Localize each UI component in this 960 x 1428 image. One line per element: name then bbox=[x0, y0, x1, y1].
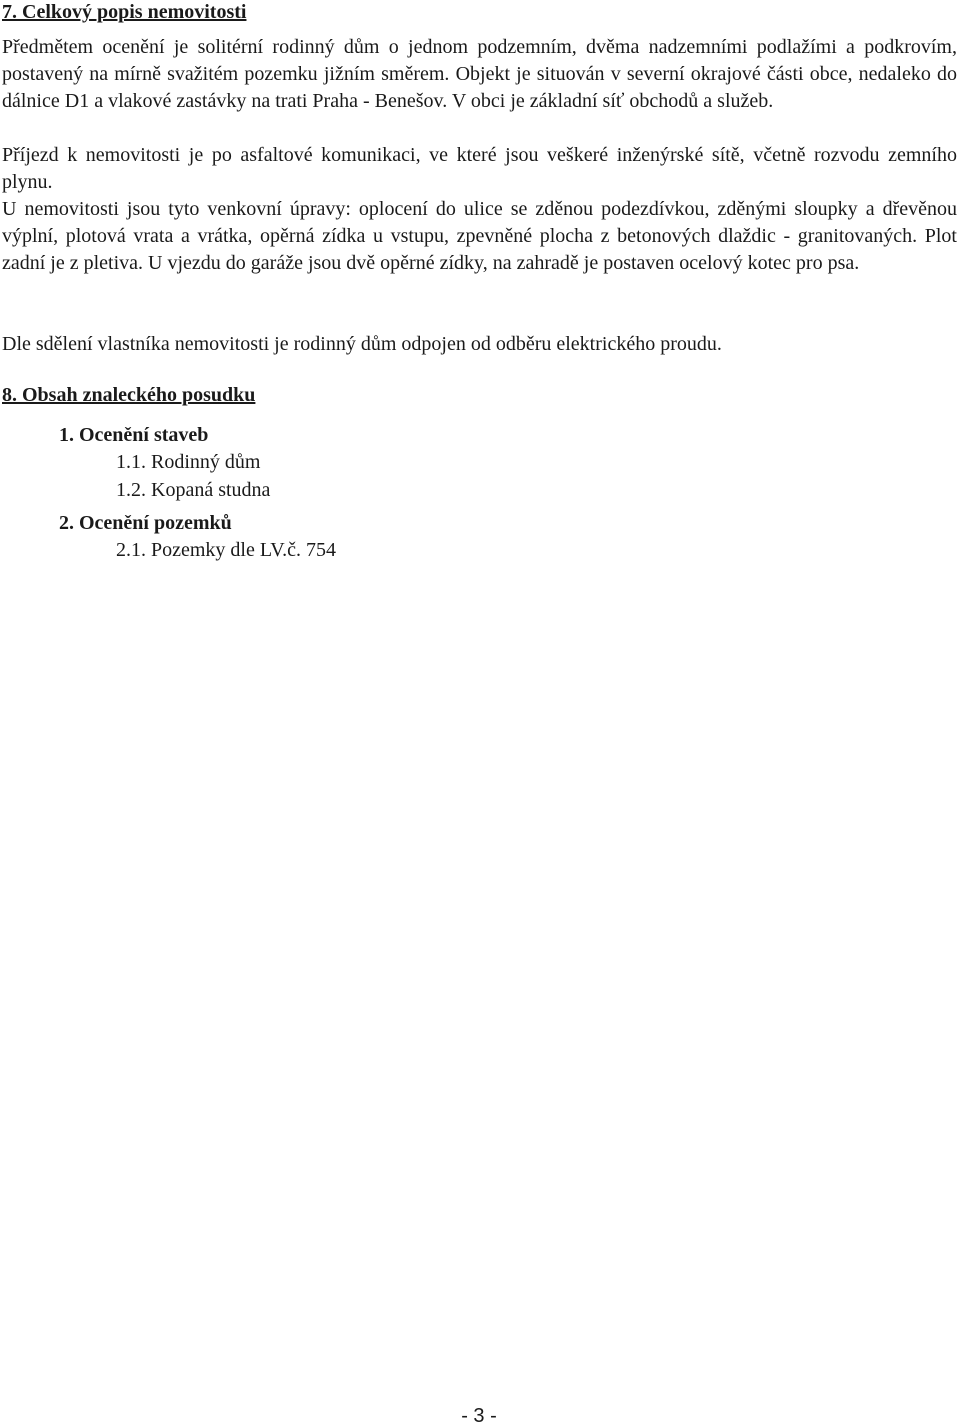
contents-item-well: 1.2. Kopaná studna bbox=[116, 479, 271, 501]
contents-item-land: 2. Ocenění pozemků bbox=[59, 512, 232, 534]
contents-item-family-house: 1.1. Rodinný dům bbox=[116, 451, 261, 473]
section-7-heading: 7. Celkový popis nemovitosti bbox=[2, 1, 247, 23]
paragraph-property-description: Předmětem ocenění je solitérní rodinný dům o jednom podzemním, dvěma nadzemními podlažími a podkrovím, postavený na mírně svažitém pozemku jižním směrem. Objekt je situován v severní okrajové části obce, nedaleko do dálnice D1 a vlakové zastávky na trati Praha - Benešov. V obci je základní síť obchodů a služeb. bbox=[2, 36, 957, 112]
paragraph-electricity: Dle sdělení vlastníka nemovitosti je rodinný dům odpojen od odběru elektrického proudu. bbox=[2, 333, 722, 355]
contents-item-land-parcels: 2.1. Pozemky dle LV.č. 754 bbox=[116, 539, 336, 561]
page-number: - 3 - bbox=[461, 1405, 497, 1427]
contents-item-buildings: 1. Ocenění staveb bbox=[59, 424, 209, 446]
paragraph-access: Příjezd k nemovitosti je po asfaltové komunikaci, ve které jsou veškeré inženýrské sítě, včetně rozvodu zemního plynu. bbox=[2, 144, 957, 193]
paragraph-outdoor-works: U nemovitosti jsou tyto venkovní úpravy: oplocení do ulice se zděnou podezdívkou, zděnými sloupky a dřevěnou výplní, plotová vrata a vrátka, opěrná zídka u vstupu, zpevněné plocha z betonových dlaždic - granitovaných. Plot zadní je z pletiva. U vjezdu do garáže jsou dvě opěrné zídky, na zahradě je postaven ocelový kotec pro psa. bbox=[2, 198, 957, 274]
section-8-heading: 8. Obsah znaleckého posudku bbox=[2, 384, 256, 406]
